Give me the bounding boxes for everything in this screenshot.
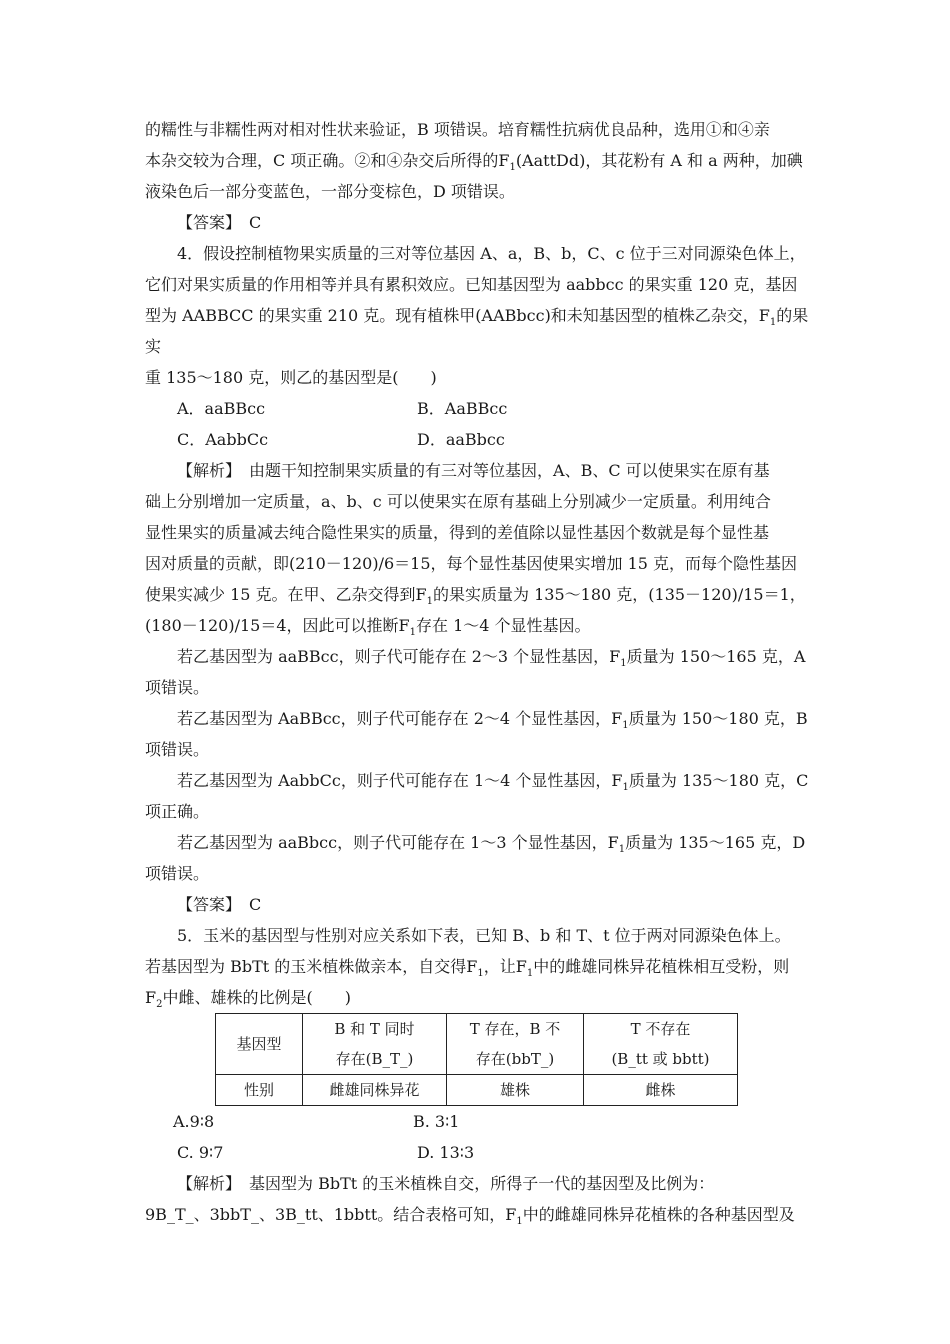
table-cell: 性别 xyxy=(216,1075,303,1106)
answer-line: 【答案】 C xyxy=(177,895,262,914)
text-line: 若乙基因型为 AabbCc，则子代可能存在 1～4 个显性基因，$F_1$质量为 135～180 克，C xyxy=(177,771,809,794)
text-line: 若乙基因型为 aaBbcc，则子代可能存在 1～3 个显性基因，$F_1$质量为 135～165 克，D xyxy=(177,833,806,856)
answer-line: 【答案】 C xyxy=(177,213,262,232)
text-line: (180－120)/15＝4，因此可以推断$F_1$存在 1～4 个显性基因。 xyxy=(145,616,591,639)
text-line: 础上分别增加一定质量，a、b、c 可以使果实在原有基础上分别减少一定质量。利用纯合 xyxy=(145,492,771,511)
options-row xyxy=(145,393,817,424)
table-cell: 雌雄同株异花 xyxy=(303,1075,447,1106)
table-cell: T 存在，B 不 存在(bbT_) xyxy=(447,1014,584,1075)
option-d: D. 13∶3 xyxy=(417,1143,475,1162)
table-cell: 雄株 xyxy=(447,1075,584,1106)
text-line: 项错误。 xyxy=(145,678,210,697)
text-line: 项错误。 xyxy=(145,864,210,883)
option-c: C. 9∶7 xyxy=(177,1143,224,1162)
text-line: 使果实减少 15 克。在甲、乙杂交得到$F_1$的果实质量为 135～180 克，(135－120)/15＝1， xyxy=(145,585,806,608)
text-line: 重 135～180 克，则乙的基因型是( ) xyxy=(145,368,437,387)
text-line: 的糯性与非糯性两对相对性状来验证，B 项错误。培育糯性抗病优良品种，选用①和④亲 xyxy=(145,120,770,139)
options-row xyxy=(145,1106,817,1137)
text-line: 因对质量的贡献，即(210－120)/6＝15，每个显性基因使果实增加 15 克，而每个隐性基因 xyxy=(145,554,798,573)
option-c: C．AabbCc xyxy=(177,430,269,449)
table-cell: B 和 T 同时 存在(B_T_) xyxy=(303,1014,447,1075)
question-4-stem: 4．假设控制植物果实质量的三对等位基因 A、a，B、b，C、c 位于三对同源染色体上， xyxy=(177,244,806,263)
text-line: 型为 AABBCC 的果实重 210 克。现有植株甲(AABbcc)和未知基因型的植株乙杂交，$F_1$的果实 xyxy=(145,306,809,356)
genotype-table xyxy=(215,1013,738,1106)
text-line: 项正确。 xyxy=(145,802,210,821)
text-line: 若乙基因型为 aaBBcc，则子代可能存在 2～3 个显性基因，$F_1$质量为 150～165 克，A xyxy=(177,647,806,670)
table-cell: 雌株 xyxy=(584,1075,738,1106)
options-row xyxy=(145,424,817,455)
option-a: A.9∶8 xyxy=(173,1112,215,1131)
question-5-stem: 5．玉米的基因型与性别对应关系如下表，已知 B、b 和 T、t 位于两对同源染色体上。 xyxy=(177,926,791,945)
text-line: $F_2$中雌、雄株的比例是( ) xyxy=(145,988,351,1011)
text-line: 若基因型为 BbTt 的玉米植株做亲本，自交得$F_1$，让$F_1$中的雌雄同株异花植株相互受粉，则 xyxy=(145,957,790,980)
option-b: B. 3∶1 xyxy=(413,1112,460,1131)
text-line: 液染色后一部分变蓝色，一部分变棕色，D 项错误。 xyxy=(145,182,515,201)
text-line: 项错误。 xyxy=(145,740,210,759)
text-line: 本杂交较为合理，C 项正确。②和④杂交后所得的$F_1(AattDd)$，其花粉有 A 和 a 两种，加碘 xyxy=(145,151,803,174)
analysis-line: 【解析】 由题干知控制果实质量的有三对等位基因，A、B、C 可以使果实在原有基 xyxy=(177,461,770,480)
options-row xyxy=(145,1137,817,1168)
table-row xyxy=(216,1014,738,1075)
text-line: 它们对果实质量的作用相等并具有累积效应。已知基因型为 aabbcc 的果实重 120 克，基因 xyxy=(145,275,798,294)
option-a: A．aaBBcc xyxy=(177,399,266,418)
text-line: 显性果实的质量减去纯合隐性果实的质量，得到的差值除以显性基因个数就是每个显性基 xyxy=(145,523,770,542)
table-row xyxy=(216,1075,738,1106)
analysis-line: 【解析】 基因型为 BbTt 的玉米植株自交，所得子一代的基因型及比例为： xyxy=(177,1174,715,1193)
table-cell: T 不存在 (B_tt 或 bbtt) xyxy=(584,1014,738,1075)
option-d: D．aaBbcc xyxy=(417,430,505,449)
text-line: 9B_T_、3bbT_、3B_tt、1bbtt。结合表格可知，$F_1$中的雌雄同株异花植株的各种基因型及 xyxy=(145,1205,795,1228)
document-page xyxy=(145,114,817,1230)
text-line: 若乙基因型为 AaBBcc，则子代可能存在 2～4 个显性基因，$F_1$质量为 150～180 克，B xyxy=(177,709,808,732)
table-cell: 基因型 xyxy=(216,1014,303,1075)
option-b: B．AaBBcc xyxy=(417,399,508,418)
